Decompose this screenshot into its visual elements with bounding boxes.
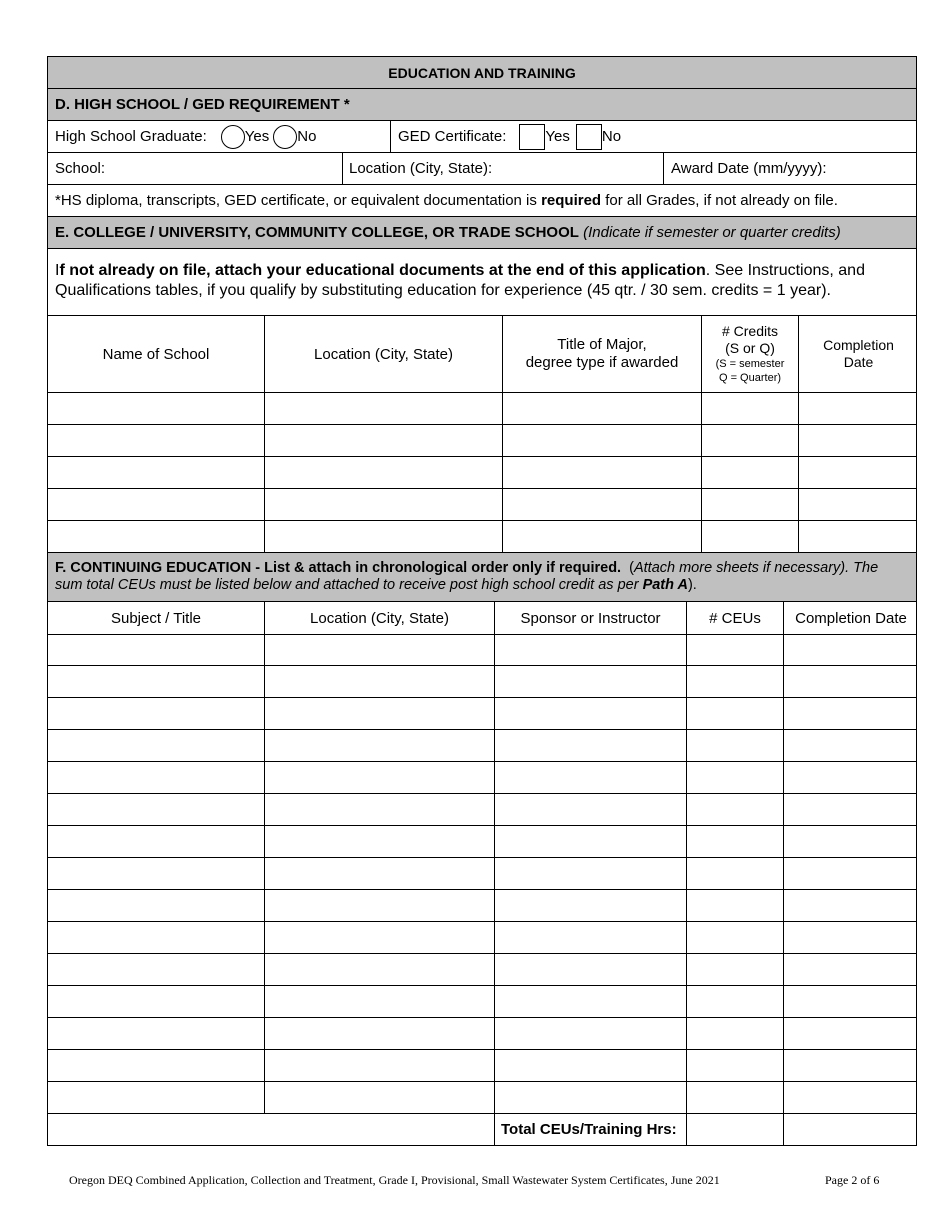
hs-note-required: required: [541, 192, 602, 209]
ceu-row: [47, 922, 917, 954]
ceu-row: [47, 890, 917, 922]
ceu-sponsor-input[interactable]: [495, 1018, 687, 1049]
ceu-location-input[interactable]: [265, 666, 495, 697]
hs-note-post: for all Grades, if not already on file.: [601, 192, 838, 209]
ged-yes-label: Yes: [545, 128, 570, 145]
ceu-row: [47, 954, 917, 986]
ceu-subject-input[interactable]: [48, 794, 265, 825]
ceu-subject-input[interactable]: [48, 954, 265, 985]
ceu-completion-input[interactable]: [784, 666, 918, 697]
ceu-row: [47, 1082, 917, 1114]
education-credits-input[interactable]: [702, 521, 799, 552]
section-title: [47, 56, 917, 89]
education-row: [47, 393, 917, 425]
hs-yes-label: Yes: [244, 128, 270, 145]
education-major-input[interactable]: [503, 393, 702, 424]
ceu-ceus-input[interactable]: [687, 858, 784, 889]
footer-left: Oregon DEQ Combined Application, Collection and Treatment, Grade I, Provisional, Small Wastewater System Certificates, June 2021: [69, 1173, 720, 1187]
ceu-subject-input[interactable]: [48, 666, 265, 697]
education-major-input[interactable]: [503, 489, 702, 520]
ceu-location-input[interactable]: [265, 1082, 495, 1113]
ceu-subject-input[interactable]: [48, 922, 265, 953]
ceu-row: [47, 826, 917, 858]
education-major-input[interactable]: [503, 457, 702, 488]
ceu-ceus-input[interactable]: [687, 986, 784, 1017]
education-credits-input[interactable]: [702, 457, 799, 488]
ceu-subject-input[interactable]: [48, 730, 265, 761]
ceu-ceus-input[interactable]: [687, 634, 784, 665]
education-school-input[interactable]: [48, 457, 265, 488]
ceu-completion-input[interactable]: [784, 794, 918, 825]
ceu-sponsor-input[interactable]: [495, 666, 687, 697]
ceu-subject-input[interactable]: [48, 698, 265, 729]
f-title-italic: Attach more sheets if necessary). The sum total CEUs must be listed below and attached to receive post high school credit as per: [55, 560, 879, 593]
education-location-input[interactable]: [265, 489, 503, 520]
section-d-header: [47, 89, 917, 121]
ceu-completion-input[interactable]: [784, 762, 918, 793]
education-school-input[interactable]: [48, 393, 265, 424]
ceu-ceus-input[interactable]: [687, 922, 784, 953]
section-e-title-wrap: [55, 224, 841, 241]
section-e-header: [47, 217, 917, 249]
ceu-sponsor-input[interactable]: [495, 826, 687, 857]
col-credits: # Credits (S or Q) (S = semester Q = Quarter): [702, 316, 799, 392]
intro-first: I: [55, 262, 60, 279]
education-row: [47, 521, 917, 553]
total-label: Total CEUs/Training Hrs:: [501, 1121, 677, 1138]
col-ceu-completion: Completion Date: [795, 609, 907, 627]
ceu-ceus-input[interactable]: [687, 730, 784, 761]
ceu-sponsor-input[interactable]: [495, 858, 687, 889]
ceu-subject-input[interactable]: [48, 826, 265, 857]
ceu-ceus-input[interactable]: [687, 666, 784, 697]
ceu-sponsor-input[interactable]: [495, 1050, 687, 1081]
education-school-input[interactable]: [48, 425, 265, 456]
ceu-location-input[interactable]: [265, 730, 495, 761]
ceu-completion-input[interactable]: [784, 826, 918, 857]
ceu-row: [47, 986, 917, 1018]
ceu-completion-input[interactable]: [784, 1018, 918, 1049]
ceu-location-input[interactable]: [265, 826, 495, 857]
f-title-close: ).: [687, 577, 697, 593]
total-blank-cell: [48, 1114, 495, 1145]
hs-no-label: No: [297, 128, 317, 145]
education-row: [47, 457, 917, 489]
ceu-row: [47, 1050, 917, 1082]
education-row: [47, 425, 917, 457]
intro-rest: . See Instructions, and Qualifications tables, if you qualify by substituting education for experience (45 qtr. / 30 sem. credits = 1 year).: [55, 262, 865, 299]
col-location: Location (City, State): [265, 316, 503, 392]
ceu-completion-input[interactable]: [784, 890, 918, 921]
ceu-location-input[interactable]: [265, 1018, 495, 1049]
ged-no-label: No: [601, 128, 622, 145]
education-location-input[interactable]: [265, 393, 503, 424]
school-label: School:: [55, 160, 106, 177]
school-cell[interactable]: [48, 153, 343, 184]
section-e-title: E. COLLEGE / UNIVERSITY, COMMUNITY COLLEGE, OR TRADE SCHOOL: [55, 224, 579, 241]
hs-note: [55, 192, 838, 209]
education-location-input[interactable]: [265, 521, 503, 552]
education-location-input[interactable]: [265, 425, 503, 456]
hs-note-pre: *HS diploma, transcripts, GED certificate, or equivalent documentation is: [55, 192, 542, 209]
hs-ged-row: [47, 121, 917, 153]
ceu-ceus-input[interactable]: [687, 762, 784, 793]
ged-yes-checkbox[interactable]: [519, 124, 545, 150]
ged-no-checkbox[interactable]: [576, 124, 602, 150]
ceu-subject-input[interactable]: [48, 634, 265, 665]
col-major: Title of Major, degree type if awarded: [503, 316, 702, 392]
education-major-input[interactable]: [503, 425, 702, 456]
ceu-row: [47, 1018, 917, 1050]
award-date-label: Award Date (mm/yyyy):: [671, 160, 827, 177]
education-completion-input[interactable]: [799, 393, 918, 424]
education-credits-input[interactable]: [702, 489, 799, 520]
ceu-location-input[interactable]: [265, 794, 495, 825]
ceu-row: [47, 794, 917, 826]
ceu-row: [47, 698, 917, 730]
total-label-cell: [495, 1114, 687, 1145]
total-row: [47, 1114, 917, 1146]
ceu-location-input[interactable]: [265, 1050, 495, 1081]
ceu-subject-input[interactable]: [48, 986, 265, 1017]
intro-bold: f not already on file, attach your educational documents at the end of this application: [59, 262, 706, 279]
ceu-sponsor-input[interactable]: [495, 922, 687, 953]
ceu-location-input[interactable]: [265, 986, 495, 1017]
school-row: [47, 153, 917, 185]
hs-note-row: [47, 185, 917, 217]
ceu-sponsor-input[interactable]: [495, 698, 687, 729]
total-completion-input[interactable]: [784, 1114, 918, 1145]
ceu-row: [47, 634, 917, 666]
col-ceus: # CEUs: [687, 602, 784, 634]
section-title-text: EDUCATION AND TRAINING: [388, 64, 576, 81]
ceu-subject-input[interactable]: [48, 858, 265, 889]
section-e-intro: [47, 249, 917, 316]
ceu-completion-input[interactable]: [784, 954, 918, 985]
section-d-title: D. HIGH SCHOOL / GED REQUIREMENT *: [55, 96, 350, 113]
ceu-completion-input[interactable]: [784, 1050, 918, 1081]
hs-yes-radio[interactable]: [221, 125, 245, 149]
education-location-input[interactable]: [265, 457, 503, 488]
ceu-ceus-input[interactable]: [687, 1050, 784, 1081]
ceu-location-input[interactable]: [265, 954, 495, 985]
ceu-completion-input[interactable]: [784, 698, 918, 729]
education-credits-input[interactable]: [702, 425, 799, 456]
ceu-table-header: [47, 602, 917, 635]
f-title-paren: (: [621, 560, 634, 576]
ceu-ceus-input[interactable]: [687, 1018, 784, 1049]
ceu-subject-input[interactable]: [48, 1018, 265, 1049]
footer-page-number: Page 2 of 6: [825, 1173, 880, 1187]
section-e-title-note: (Indicate if semester or quarter credits): [583, 224, 841, 241]
education-school-input[interactable]: [48, 489, 265, 520]
education-row: [47, 489, 917, 521]
col-sponsor: Sponsor or Instructor: [495, 602, 687, 634]
ceu-location-input[interactable]: [265, 890, 495, 921]
school-location-label: Location (City, State):: [349, 160, 493, 177]
ged-cell: [391, 121, 918, 152]
ceu-ceus-input[interactable]: [687, 826, 784, 857]
col-subject: Subject / Title: [48, 602, 265, 634]
ceu-ceus-input[interactable]: [687, 890, 784, 921]
ceu-completion-input[interactable]: [784, 1082, 918, 1113]
ceu-sponsor-input[interactable]: [495, 762, 687, 793]
ceu-completion-input[interactable]: [784, 858, 918, 889]
education-table-header: [47, 315, 917, 393]
hs-graduate-cell: [48, 121, 391, 152]
ceu-sponsor-input[interactable]: [495, 954, 687, 985]
hs-graduate-label: High School Graduate:: [55, 128, 207, 145]
ceu-location-input[interactable]: [265, 858, 495, 889]
ceu-completion-input[interactable]: [784, 922, 918, 953]
education-school-input[interactable]: [48, 521, 265, 552]
col-name-of-school: Name of School: [48, 316, 265, 392]
ceu-location-input[interactable]: [265, 698, 495, 729]
f-title-bold: F. CONTINUING EDUCATION - List & attach in chronological order only if required.: [55, 560, 622, 576]
ceu-sponsor-input[interactable]: [495, 890, 687, 921]
ceu-subject-input[interactable]: [48, 1050, 265, 1081]
ceu-subject-input[interactable]: [48, 1082, 265, 1113]
section-e-intro-text: [55, 261, 909, 301]
col-completion: Completion Date: [823, 337, 894, 370]
education-completion-input[interactable]: [799, 521, 918, 552]
hs-no-radio[interactable]: [273, 125, 297, 149]
ceu-location-input[interactable]: [265, 762, 495, 793]
ceu-row: [47, 666, 917, 698]
education-completion-input[interactable]: [799, 489, 918, 520]
section-f-title: [55, 560, 909, 594]
ceu-sponsor-input[interactable]: [495, 794, 687, 825]
ceu-completion-input[interactable]: [784, 634, 918, 665]
ged-label: GED Certificate:: [398, 128, 507, 145]
total-ceus-input[interactable]: [687, 1114, 784, 1145]
ceu-location-input[interactable]: [265, 922, 495, 953]
col-ceu-location: Location (City, State): [265, 602, 495, 634]
ceu-ceus-input[interactable]: [687, 794, 784, 825]
ceu-row: [47, 730, 917, 762]
ceu-sponsor-input[interactable]: [495, 634, 687, 665]
ceu-completion-input[interactable]: [784, 986, 918, 1017]
education-major-input[interactable]: [503, 521, 702, 552]
ceu-ceus-input[interactable]: [687, 1082, 784, 1113]
education-completion-input[interactable]: [799, 425, 918, 456]
school-location-cell[interactable]: [343, 153, 664, 184]
award-date-cell[interactable]: [664, 153, 918, 184]
ceu-subject-input[interactable]: [48, 762, 265, 793]
ceu-sponsor-input[interactable]: [495, 730, 687, 761]
ceu-location-input[interactable]: [265, 634, 495, 665]
section-f-header: [47, 553, 917, 602]
ceu-sponsor-input[interactable]: [495, 1082, 687, 1113]
education-credits-input[interactable]: [702, 393, 799, 424]
f-title-path: Path A: [642, 577, 688, 593]
ceu-row: [47, 762, 917, 794]
ceu-completion-input[interactable]: [784, 730, 918, 761]
ceu-row: [47, 858, 917, 890]
ceu-ceus-input[interactable]: [687, 698, 784, 729]
ceu-ceus-input[interactable]: [687, 954, 784, 985]
ceu-sponsor-input[interactable]: [495, 986, 687, 1017]
education-completion-input[interactable]: [799, 457, 918, 488]
ceu-subject-input[interactable]: [48, 890, 265, 921]
